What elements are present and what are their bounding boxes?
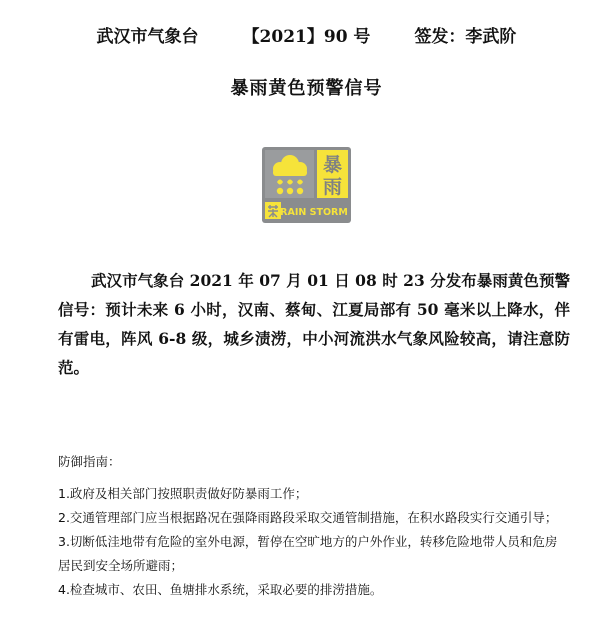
guide-item: 3.切断低洼地带有危险的室外电源，暂停在空旷地方的户外作业，转移危险地带人员和危房居民到安全场所避雨； [58, 534, 558, 573]
guide-item: 1.政府及相关部门按照职责做好防暴雨工作； [58, 486, 308, 501]
char-top: 暴 [322, 154, 343, 176]
rain-storm-label: RAIN STORM [280, 207, 348, 218]
signal-icon-graphic [262, 147, 351, 223]
issuer-name: 武汉市气象台 [96, 27, 199, 47]
guide-item: 4.检查城市、农田、鱼塘排水系统，采取必要的排涝措施。 [58, 582, 383, 597]
guide-item: 2.交通管理部门应当根据路况在强降雨路段采取交通管制措施，在积水路段实行交通引导； [58, 510, 558, 525]
document-number: 【2021】90 号 [242, 27, 371, 47]
document-header [0, 22, 613, 47]
guide-list [58, 482, 568, 602]
rainstorm-yellow-signal-icon [262, 147, 351, 223]
page-title: 暴雨黄色预警信号 [230, 78, 383, 99]
warning-bulletin: 武汉市气象台 2021 年 07 月 01 日 08 时 23 分发布暴雨黄色预警信号：预计未来 6 小时，汉南、蔡甸、江夏局部有 50 毫米以上降水，伴有雷电，阵风 6-8 级，城乡渍涝，中小河流洪水气象风险较高，请注意防范。 [58, 271, 570, 377]
char-bottom: 雨 [322, 176, 343, 198]
guide-heading: 防御指南： [58, 454, 121, 469]
signer: 签发：李武阶 [414, 27, 517, 47]
